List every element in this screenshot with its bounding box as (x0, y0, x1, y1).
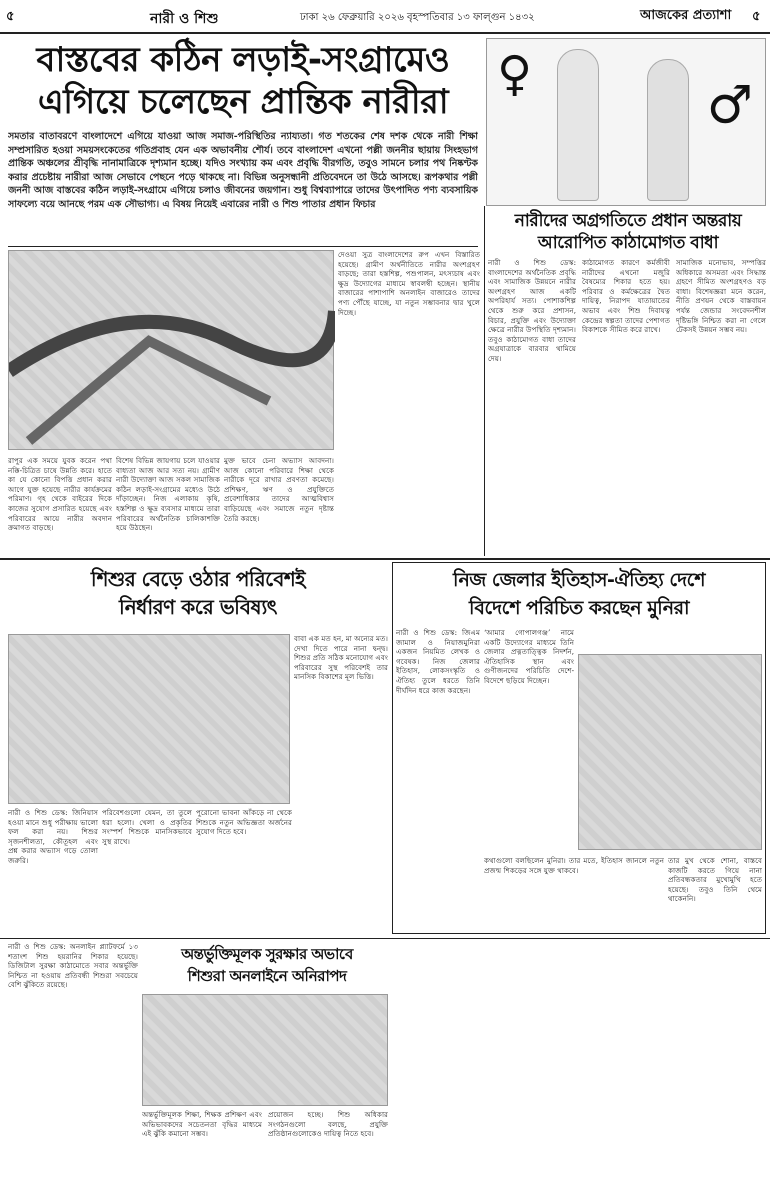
obstacle-headline-line-1: নারীদের অগ্রগতিতে প্রধান অন্তরায় (514, 211, 742, 231)
female-symbol-icon: ♀ (497, 46, 533, 102)
obstacle-col-3: সামাজিক মনোভাব, সম্পত্তির অধিকারে অসমতা এবং সিদ্ধান্ত গ্রহণে সীমিত অংশগ্রহণও বড় বাধা। বিশেষজ্ঞরা মনে করেন, নীতি প্রণয়ন থেকে বাস্তবায়ন পর্যন্ত জেন্ডার সংবেদনশীল দৃষ্টিভঙ্গি নিশ্চিত করা না গেলে টেকসই উন্নয়ন সম্ভব নয়। (676, 258, 766, 335)
munira-col-2: ‘আমার গোপালগঞ্জ’ নামে একটি উদ্যোগের মাধ্যমে তিনি জেলার প্রত্নতাত্ত্বিক নিদর্শন, ঐতিহাসিক স্থান এবং গুণীজনদের পরিচিতি দেশে-বিদেশে ছড়িয়ে দিচ্ছেন। (484, 628, 574, 685)
munira-col-3: কথাগুলো বলছিলেন মুনিরা। তার মতে, ইতিহাস জানলে নতুন প্রজন্ম শিকড়ের সঙ্গে যুক্ত থাকবে। (484, 856, 664, 875)
children-photo (8, 634, 290, 804)
page-number-left: ৫ (6, 9, 15, 24)
online-col-1: অন্তর্ভুক্তিমূলক শিক্ষা, শিক্ষক প্রশিক্ষণ এবং অভিভাবকদের সচেতনতা বৃদ্ধির মাধ্যমে এই ঝুঁকি কমানো সম্ভব। (142, 1110, 262, 1139)
page-number-right: ৫ (752, 9, 761, 24)
children-col-2: পরিবেশগুলো যেমন, তা তুলে ধরা হলো। খেলা ও প্রকৃতির সংস্পর্শ শিশুকে মানসিকভাবে সুস্থ রাখে। (102, 808, 192, 846)
online-photo (142, 994, 388, 1106)
children-headline-line-2: নির্ধারণ করে ভবিষ্যৎ (119, 595, 277, 619)
munira-col-4: তার মুখ থেকে শোনা, বাস্তবে কাজটি করতে গিয়ে নানা প্রতিবন্ধকতার মুখোমুখি হতে হয়েছে। তবুও তিনি থেমে থাকেননি। (668, 856, 762, 904)
lead-headline-line-1: বাস্তবের কঠিন লড়াই-সংগ্রামেও (36, 40, 450, 80)
page-header (0, 0, 770, 34)
online-col-2: প্রয়োজন হচ্ছে। শিশু অধিকার সংগঠনগুলো বলছে, প্রযুক্তি প্রতিষ্ঠানগুলোকেও দায়িত্ব নিতে হবে। (268, 1110, 388, 1139)
children-col-1: নারী ও শিশু ডেস্ক: জিনিয়াস হওয়া মানে শুধু পরীক্ষায় ভালো ফল করা নয়। শিশুর সৃজনশীলতা, কৌতূহল এবং প্রশ্ন করার অভ্যাস গড়ে তোলা জরুরি। (8, 808, 98, 865)
paper-logo: আজকের প্রত্যাশা (640, 8, 732, 23)
obstacle-col-1: নারী ও শিশু ডেস্ক: বাংলাদেশের অর্থনৈতিক প্রবৃদ্ধি এবং সামাজিক উন্নয়নে নারীর অংশগ্রহণ আজ একটি অপরিহার্য সত্য। পোশাকশিল্প থেকে শুরু করে প্রশাসন, বিচার, প্রযুক্তি এবং উদ্যোক্তা ক্ষেত্রে নারীর উপস্থিতি দৃশ্যমান। তবুও কাঠামোগত বাধা তাদের অগ্রযাত্রাকে বারবার থামিয়ে দেয়। (488, 258, 576, 363)
munira-headline-line-2: বিদেশে পরিচিত করছেন মুনিরা (468, 597, 690, 619)
munira-headline-line-1: নিজ জেলার ইতিহাস-ঐতিহ্য দেশে (453, 569, 705, 591)
gender-equality-illustration (486, 38, 766, 206)
obstacle-col-2: কাঠামোগত কারণে কর্মজীবী নারীদের এখনো মজুরি বৈষম্যের শিকার হতে হয়। পরিবার ও কর্মক্ষেত্রের দ্বৈত দায়িত্ব, নিরাপদ যাতায়াতের অভাব এবং শিশু দিবাযত্ন কেন্দ্রের স্বল্পতা তাদের পেশাগত বিকাশকে সীমিত করে রাখে। (582, 258, 670, 335)
children-col-3: পুরোনো ভাবনা আঁকড়ে না থেকে শিশুকে নতুন অভিজ্ঞতা অর্জনের সুযোগ দিতে হবে। (196, 808, 292, 837)
lead-photo-collage (8, 250, 334, 450)
lead-col-4: দেওয়া সুত্র বাংলাদেশের রুপ এখন বিস্তারিত হয়েছে। গ্রামীণ অর্থনীতিতে নারীর অংশগ্রহণ বাড়ছে; তারা হস্তশিল্প, পশুপালন, মৎস্যচাষ এবং ক্ষুদ্র উদ্যোগের মাধ্যমে স্বাবলম্বী হচ্ছেন। স্থানীয় বাজারের পাশাপাশি অনলাইন বাজারেও তাদের পণ্য পৌঁছে যাচ্ছে, যা নতুন সম্ভাবনার দ্বার খুলে দিচ্ছে। (338, 250, 480, 317)
obstacle-headline-line-2: আরোপিত কাঠামোগত বাধা (537, 233, 719, 253)
lead-headline-line-2: এগিয়ে চলেছেন প্রান্তিক নারীরা (37, 82, 449, 122)
lead-intro: সমতার বাতাবরণে বাংলাদেশে এগিয়ে যাওয়া আজ সমাজ-পরিস্থিতির ন্যায্যতা। গত শতকের শেষ দশক থেকে নারী শিক্ষা সম্প্রসারিত হওয়া সময়সংকেতের গতিপ্রবাহ যেন এক অভাবনীয় শৌর্য। তবে বাংলাদেশ এখনো পল্লী জননীর ছায়ায় সিংহভাগ প্রান্তিক অঞ্চলের শ্রীবৃদ্ধি নানামাত্রিকে দৃশ্যমান হচ্ছে। যদিও সংখ্যায় কম এবং প্রবৃদ্ধি বীরগতি, তবুও সামনে চলার পথ নিষ্কণ্টক করার প্রচেষ্টায় নারীরা আজ সেভাবে পেছনে পড়ে থাকছে না। বিভিন্ন অনুসন্ধানী প্রতিবেদনে তা উঠে আসছে। রূপকথার পল্লী জননী আজ বাস্তবের কঠিন লড়াই-সংগ্রামে এগিয়ে চলাও জীবনের জয়গান। শুধু বিশ্বব্যাপারে তাদের উৎপাদিত পণ্য ব্যবসায়িক সাফল্যে বয়ে আনছে পরম এক সৌভাগ্য। এ বিষয় নিয়েই এবারের নারী ও শিশু পাতার প্রধান ফিচার (8, 131, 478, 210)
male-symbol-icon: ♂ (706, 76, 753, 136)
munira-col-1: নারী ও শিশু ডেস্ক: জিএম জামাল ও নিয়াজমুনিরা একজন নিয়মিত লেখক ও গবেষক। নিজ জেলার ইতিহাস, লোকসংস্কৃতি ও ঐতিহ্য তুলে ধরতে তিনি দীর্ঘদিন ধরে কাজ করছেন। (396, 628, 480, 695)
online-side-text: নারী ও শিশু ডেস্ক: অনলাইন প্ল্যাটফর্মে ১৩ শতাংশ শিশু হয়রানির শিকার হয়েছে। ডিজিটাল সুরক্ষা কাঠামোতে সবার অন্তর্ভুক্তি নিশ্চিত না হওয়ায় প্রতিবন্ধী শিশুরা সবচেয়ে বেশি ঝুঁকিতে রয়েছে। (8, 942, 138, 990)
dateline: ঢাকা ২৬ ফেব্রুয়ারি ২০২৬ বৃহস্পতিবার ১৩ ফাল্গুন ১৪৩২ (300, 12, 535, 23)
children-side-text: বাবা এক মত হন, মা অন্যের মত। দেখা দিতে পারে নানা দ্বন্দ্ব। শিশুর প্রতি সঠিক মনোযোগ এবং পরিবারের সুস্থ পরিবেশই তার মানসিক বিকাশের মূল ভিত্তি। (294, 634, 388, 682)
lead-col-2: বিশেষ বিভিন্ন জায়গায় চলে যাওয়ার বাধ্যতা আজ আর সত্য নয়। গ্রামীণ নারী উদ্যোক্তা আজ সকল সামাজিক কঠিন লড়াই-সংগ্রামের মধ্যেও উঠে দাঁড়াচ্ছেন। নিজ এলাকায় কৃষি, হস্তশিল্প ও ক্ষুদ্র ব্যবসার মাধ্যমে তারা পরিবারের অর্থনৈতিক চালিকাশক্তি হয়ে উঠছেন। (116, 456, 220, 533)
children-headline-line-1: শিশুর বেড়ে ওঠার পরিবেশই (90, 567, 306, 591)
online-headline-line-1: অন্তর্ভুক্তিমূলক সুরক্ষার অভাবে (181, 945, 353, 963)
munira-portrait (578, 654, 762, 850)
section-name: নারী ও শিশু (150, 11, 219, 27)
online-headline-line-2: শিশুরা অনলাইনে অনিরাপদ (187, 967, 347, 985)
lead-col-1: রাপুর এক সময়ে যুবক করেন পথা নক্কি-চিত্রিত চাষে উন্নতি করে। হাতে কা যে কোনো বিপত্তি প্রধান করার আগে যুক্ত হয়েছে নারীর কার্যক্রমের পরিমাণ। গৃহ থেকে বাইরের দিকে কাজের সুযোগ প্রসারিত হয়েছে এবং পরিবারের আয়ে নারীর অবদান ক্রমাগত বাড়ছে। (8, 456, 112, 533)
lead-col-3: মুক্ত ভাবে চেনা অভ্যাস আবদনা। আজ কোনো পরিবারে শিক্ষা থেকে নারীকে দূরে রাখার প্রবণতা কমেছে। প্রশিক্ষণ, ঋণ ও প্রযুক্তিতে প্রবেশাধিকার তাদের আত্মবিশ্বাস বাড়িয়েছে এবং সমাজে নতুন দৃষ্টান্ত তৈরি করছে। (224, 456, 334, 523)
